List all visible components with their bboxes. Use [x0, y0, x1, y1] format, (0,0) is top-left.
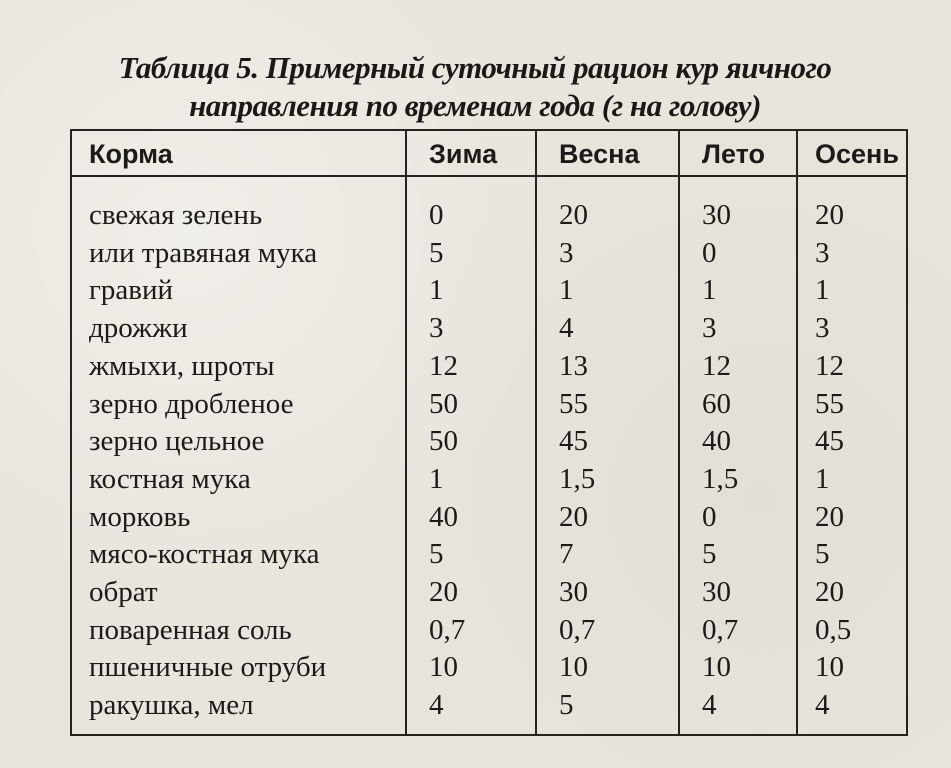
cell-autumn: 20 — [815, 199, 844, 231]
cell-winter: 1 — [429, 462, 444, 495]
cell-feed: зерно цельное — [89, 425, 265, 458]
cell-spring: 4 — [559, 312, 574, 345]
cell-summer: 1 — [702, 274, 717, 307]
table-row — [72, 272, 906, 309]
header-winter: Зима — [429, 139, 498, 169]
cell-spring: 5 — [559, 689, 574, 722]
table-row — [72, 197, 906, 234]
cell-spring: 1,5 — [559, 462, 596, 495]
table-caption-line-2: направления по временам года (г на голову) — [189, 88, 761, 123]
cell-summer: 60 — [702, 387, 731, 420]
cell-autumn: 4 — [815, 689, 830, 722]
cell-autumn: 3 — [815, 312, 830, 345]
cell-summer: 0,7 — [702, 613, 739, 646]
header-summer: Лето — [702, 139, 765, 169]
table-row — [72, 235, 906, 272]
cell-summer: 30 — [702, 576, 731, 608]
cell-spring: 13 — [559, 349, 588, 382]
cell-winter: 1 — [429, 274, 444, 307]
cell-winter: 40 — [429, 500, 458, 533]
cell-autumn: 55 — [815, 387, 844, 420]
cell-autumn: 45 — [815, 425, 844, 458]
cell-winter: 50 — [429, 387, 458, 420]
cell-winter: 4 — [429, 689, 444, 722]
cell-winter: 10 — [429, 651, 458, 684]
cell-feed: гравий — [89, 274, 173, 307]
cell-summer: 0 — [702, 236, 717, 269]
header-divider — [72, 175, 906, 177]
cell-autumn: 1 — [815, 462, 830, 495]
ration-table — [70, 129, 908, 736]
table-row — [72, 536, 906, 573]
cell-spring: 20 — [559, 199, 588, 231]
cell-winter: 50 — [429, 425, 458, 458]
cell-winter: 0 — [429, 199, 444, 231]
cell-spring: 20 — [559, 500, 588, 533]
cell-feed: костная мука — [89, 462, 251, 495]
cell-winter: 5 — [429, 236, 444, 269]
cell-feed: свежая зелень — [89, 199, 263, 231]
cell-autumn: 5 — [815, 538, 830, 571]
table-row — [72, 348, 906, 385]
cell-summer: 1,5 — [702, 462, 739, 495]
cell-autumn: 3 — [815, 236, 830, 269]
header-autumn: Осень — [815, 139, 899, 169]
cell-feed: ракушка, мел — [89, 689, 254, 722]
cell-winter: 12 — [429, 349, 458, 382]
cell-feed: жмыхи, шроты — [89, 349, 275, 382]
table-row — [72, 386, 906, 423]
cell-autumn: 12 — [815, 349, 844, 382]
cell-feed: морковь — [89, 500, 191, 533]
cell-summer: 40 — [702, 425, 731, 458]
cell-summer: 5 — [702, 538, 717, 571]
cell-spring: 1 — [559, 274, 574, 307]
cell-autumn: 0,5 — [815, 613, 852, 646]
cell-summer: 3 — [702, 312, 717, 345]
table-caption-line-1: Таблица 5. Примерный суточный рацион кур яичного — [118, 50, 832, 85]
cell-summer: 10 — [702, 651, 731, 684]
table-row — [72, 687, 906, 724]
cell-winter: 0,7 — [429, 613, 466, 646]
cell-summer: 0 — [702, 500, 717, 533]
cell-spring: 30 — [559, 576, 588, 608]
cell-spring: 3 — [559, 236, 574, 269]
cell-feed: обрат — [89, 576, 158, 608]
cell-feed: дрожжи — [89, 312, 188, 345]
cell-summer: 30 — [702, 199, 731, 231]
table-row — [72, 612, 906, 649]
cell-winter: 20 — [429, 576, 458, 608]
table-row — [72, 574, 906, 611]
table-row — [72, 649, 906, 686]
cell-feed: зерно дробленое — [89, 387, 294, 420]
cell-winter: 5 — [429, 538, 444, 571]
header-spring: Весна — [559, 139, 640, 169]
cell-feed: поваренная соль — [89, 613, 292, 646]
cell-feed: мясо-костная мука — [89, 538, 320, 571]
table-row — [72, 310, 906, 347]
cell-summer: 4 — [702, 689, 717, 722]
table-row — [72, 499, 906, 536]
cell-feed: или травяная мука — [89, 236, 318, 269]
cell-autumn: 1 — [815, 274, 830, 307]
cell-spring: 0,7 — [559, 613, 596, 646]
cell-spring: 55 — [559, 387, 588, 420]
cell-autumn: 20 — [815, 576, 844, 608]
cell-winter: 3 — [429, 312, 444, 345]
table-row — [72, 461, 906, 498]
cell-spring: 10 — [559, 651, 588, 684]
cell-spring: 7 — [559, 538, 574, 571]
cell-feed: пшеничные отруби — [89, 651, 327, 684]
cell-autumn: 20 — [815, 500, 844, 533]
cell-spring: 45 — [559, 425, 588, 458]
cell-autumn: 10 — [815, 651, 844, 684]
cell-summer: 12 — [702, 349, 731, 382]
table-row — [72, 423, 906, 460]
header-feed: Корма — [89, 139, 173, 169]
